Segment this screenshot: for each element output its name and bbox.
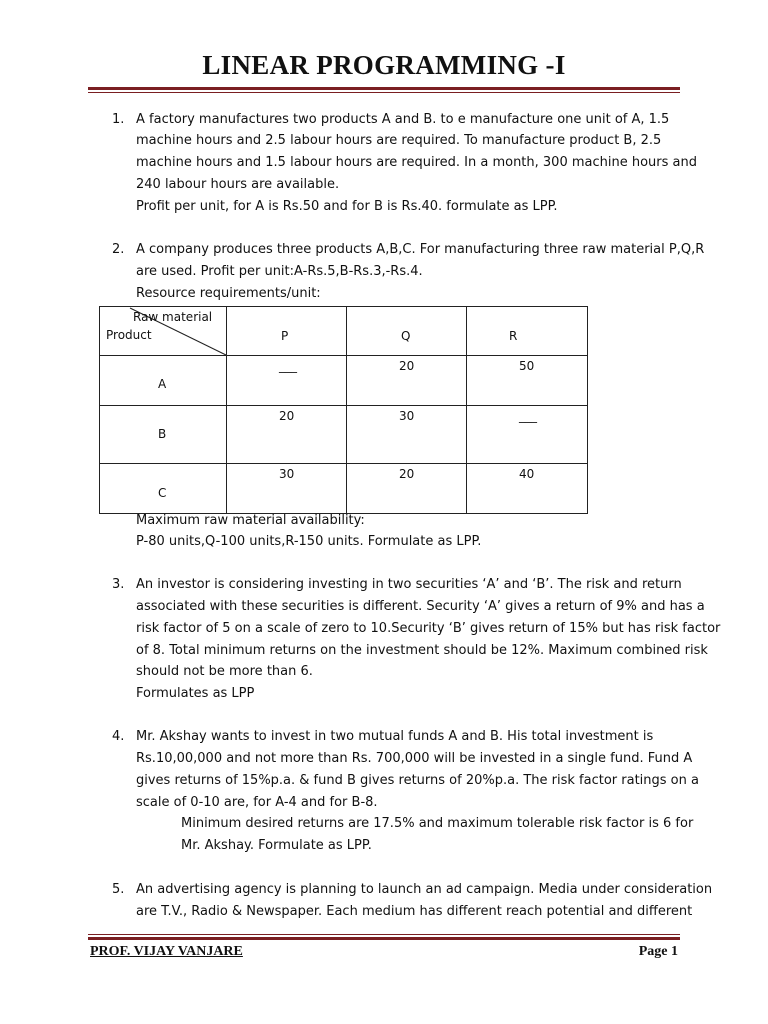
- column-header-p: [227, 307, 347, 356]
- question-line: Resource requirements/unit:: [136, 286, 321, 301]
- table-row: [100, 464, 588, 514]
- corner-label-bottom: Product: [106, 328, 152, 342]
- question-line: of 8. Total minimum returns on the investment should be 12%. Maximum combined risk: [136, 643, 708, 658]
- row-label-cell: [100, 356, 227, 406]
- row-label: B: [158, 427, 167, 441]
- table-cell: [227, 406, 347, 464]
- question-line: are T.V., Radio & Newspaper. Each medium has different reach potential and different: [136, 904, 693, 919]
- question-line: Rs.10,00,000 and not more than Rs. 700,000 will be invested in a single fund. Fund A: [136, 751, 693, 766]
- cell-value: 30: [279, 467, 295, 481]
- cell-value: 40: [519, 467, 535, 481]
- question-line: machine hours and 2.5 labour hours are required. To manufacture product B, 2.5: [136, 133, 662, 148]
- question-line: should not be more than 6.: [136, 664, 313, 679]
- question-line: A factory manufactures two products A and B. to e manufacture one unit of A, 1.5: [136, 112, 670, 127]
- table-header-row: [100, 307, 588, 356]
- footer-rule-thin: [88, 934, 680, 935]
- question-line: associated with these securities is different. Security ‘A’ gives a return of 9% and has a: [136, 599, 705, 614]
- question-line: scale of 0-10 are, for A-4 and for B-8.: [136, 795, 378, 810]
- table-row: [100, 356, 588, 406]
- row-label: C: [158, 486, 167, 500]
- table-row: [100, 406, 588, 464]
- question-number: 4.: [112, 729, 125, 744]
- question-line: Profit per unit, for A is Rs.50 and for B is Rs.40. formulate as LPP.: [136, 199, 558, 214]
- question-number: 2.: [112, 242, 125, 257]
- cell-value: 20: [399, 467, 415, 481]
- question-line: gives returns of 15%p.a. & fund B gives returns of 20%p.a. The risk factor ratings on a: [136, 773, 699, 788]
- question-line: risk factor of 5 on a scale of zero to 10.Security ‘B’ gives return of 15% but has risk factor: [136, 621, 721, 636]
- cell-value: ___: [519, 409, 537, 423]
- footer-author: PROF. VIJAY VANJARE: [90, 944, 243, 959]
- cell-value: 30: [399, 409, 415, 423]
- row-label-cell: [100, 406, 227, 464]
- resource-table: [99, 306, 588, 514]
- cell-value: 50: [519, 359, 535, 373]
- footer-rule: [88, 937, 680, 940]
- table-cell: [467, 406, 588, 464]
- cell-value: ___: [279, 359, 297, 373]
- table-cell: [347, 464, 467, 514]
- question-number: 3.: [112, 577, 125, 592]
- cell-value: 20: [399, 359, 415, 373]
- table-cell: [227, 356, 347, 406]
- column-header-q: [347, 307, 467, 356]
- table-corner-cell: [100, 307, 227, 356]
- header-rule: [88, 87, 680, 90]
- column-header-r: [467, 307, 588, 356]
- question-line: A company produces three products A,B,C. For manufacturing three raw material P,Q,R: [136, 242, 705, 257]
- question-number: 1.: [112, 112, 125, 127]
- question-line: 240 labour hours are available.: [136, 177, 340, 192]
- question-line: machine hours and 1.5 labour hours are required. In a month, 300 machine hours and: [136, 155, 697, 170]
- question-line: An investor is considering investing in two securities ‘A’ and ‘B’. The risk and return: [136, 577, 682, 592]
- question-line: P-80 units,Q-100 units,R-150 units. Formulate as LPP.: [136, 534, 482, 549]
- question-line: An advertising agency is planning to launch an ad campaign. Media under consideration: [136, 882, 713, 897]
- table-cell: [347, 356, 467, 406]
- row-label-cell: [100, 464, 227, 514]
- table-cell: [347, 406, 467, 464]
- footer-page-number: Page 1: [638, 944, 678, 959]
- question-line: Mr. Akshay wants to invest in two mutual funds A and B. His total investment is: [136, 729, 654, 744]
- table-cell: [227, 464, 347, 514]
- page-title: LINEAR PROGRAMMING -I: [202, 50, 566, 80]
- column-header-label: P: [281, 329, 289, 343]
- row-label: A: [158, 377, 167, 391]
- question-line: Maximum raw material availability:: [136, 513, 365, 528]
- header-rule-thin: [88, 92, 680, 93]
- table-cell: [467, 464, 588, 514]
- question-line: are used. Profit per unit:A-Rs.5,B-Rs.3,-Rs.4.: [136, 264, 423, 279]
- corner-label-top: Raw material: [133, 310, 213, 324]
- table-cell: [467, 356, 588, 406]
- column-header-label: Q: [401, 329, 411, 343]
- question-line: Mr. Akshay. Formulate as LPP.: [181, 838, 372, 853]
- column-header-label: R: [509, 329, 518, 343]
- question-line: Formulates as LPP: [136, 686, 255, 701]
- cell-value: 20: [279, 409, 295, 423]
- question-number: 5.: [112, 882, 125, 897]
- question-line: Minimum desired returns are 17.5% and maximum tolerable risk factor is 6 for: [181, 816, 694, 831]
